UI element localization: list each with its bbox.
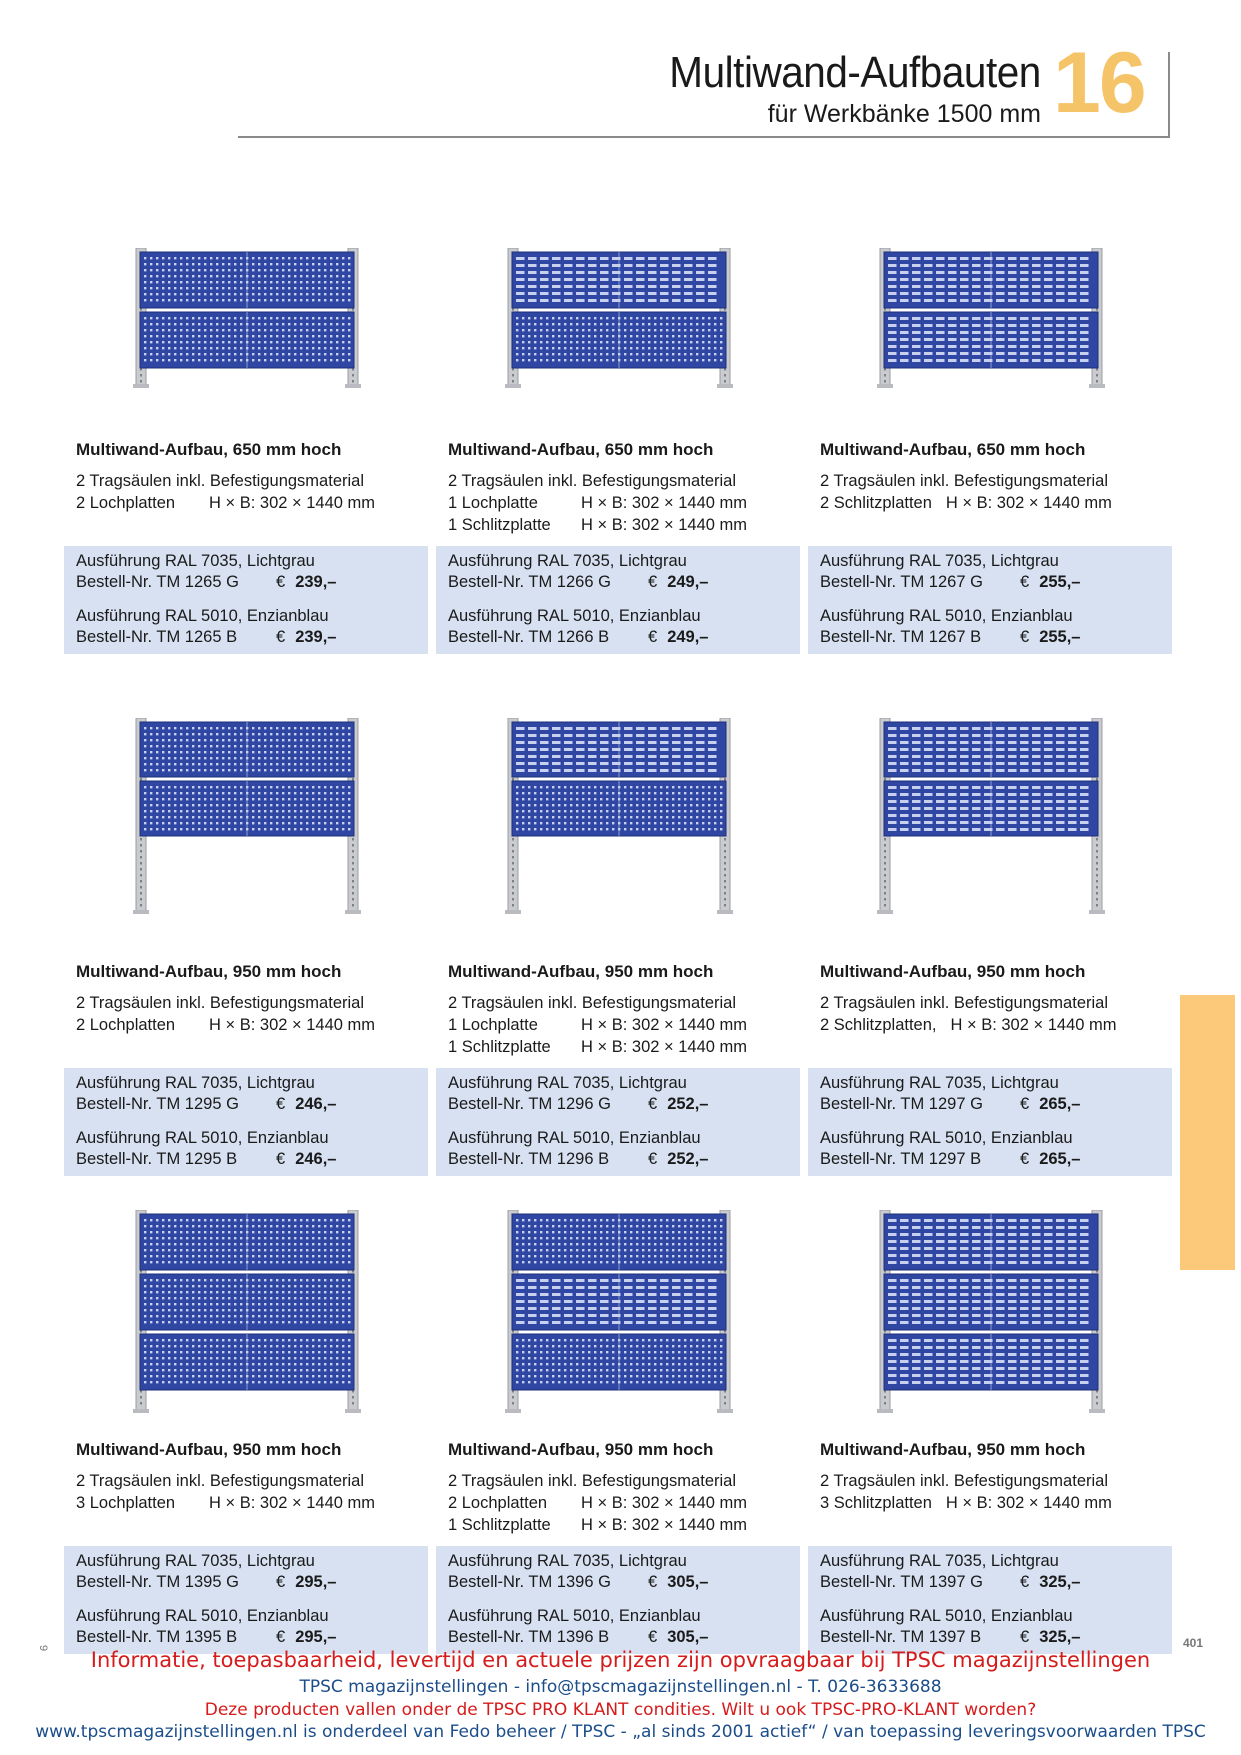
price-box — [808, 1546, 1172, 1654]
louvred-panel — [884, 781, 1098, 836]
louvred-panel — [884, 1334, 1098, 1390]
price — [1020, 1150, 1080, 1168]
variant-order-row — [76, 1095, 336, 1114]
order-number: Bestell-Nr. TM 1397 G — [820, 1573, 983, 1591]
price — [648, 573, 708, 591]
spec-dimensions: H × B: 302 × 1440 mm — [945, 1494, 1112, 1512]
spec-dimensions: H × B: 302 × 1440 mm — [581, 1494, 748, 1512]
spec-name: 2 Tragsäulen inkl. Befestigungsmaterial — [820, 994, 1108, 1012]
footer-website-line[interactable]: www.tpscmagazijnstellingen.nl is onderdeel van Fedo beheer / TPSC - „al sinds 2001 actief“ / van toepassing leveringsvoorwaarden TPSC — [35, 1722, 1206, 1742]
variant-color: Ausführung RAL 5010, Enzianblau — [448, 607, 701, 625]
order-number: Bestell-Nr. TM 1267 G — [820, 573, 983, 591]
variant-order-row — [820, 628, 1080, 647]
page-subtitle: für Werkbänke 1500 mm — [767, 100, 1041, 128]
variant-color: Ausführung RAL 7035, Lichtgrau — [76, 1074, 315, 1092]
currency-symbol: € — [648, 1150, 658, 1168]
product-image — [122, 248, 372, 390]
product-image — [494, 1210, 744, 1415]
variant-color: Ausführung RAL 7035, Lichtgrau — [820, 1552, 1059, 1570]
variant-color: Ausführung RAL 5010, Enzianblau — [448, 1607, 701, 1625]
louvred-panel — [884, 1274, 1098, 1330]
spec-line — [448, 494, 747, 516]
louvred-panel — [512, 252, 726, 308]
currency-symbol: € — [276, 1150, 286, 1168]
variant-order-row — [76, 573, 336, 592]
price-amount: 295,– — [295, 1628, 337, 1646]
price-amount: 249,– — [667, 628, 709, 646]
price-box — [436, 546, 800, 654]
product-image — [122, 718, 372, 916]
product-title: Multiwand-Aufbau, 650 mm hoch — [820, 440, 1086, 459]
product-title: Multiwand-Aufbau, 650 mm hoch — [448, 440, 714, 459]
price-amount: 305,– — [667, 1628, 709, 1646]
spec-dimensions: H × B: 302 × 1440 mm — [209, 1016, 376, 1034]
variant-order-row — [76, 628, 336, 647]
price-amount: 255,– — [1039, 573, 1081, 591]
spec-line — [820, 1016, 1117, 1038]
price-box — [64, 1068, 428, 1176]
spec-line — [448, 994, 736, 1016]
variant-order-row — [820, 1150, 1080, 1169]
variant-color: Ausführung RAL 7035, Lichtgrau — [448, 552, 687, 570]
price — [648, 1150, 708, 1168]
currency-symbol: € — [1020, 1095, 1030, 1113]
price — [648, 628, 708, 646]
perforated-panel — [512, 1334, 726, 1390]
currency-symbol: € — [1020, 1573, 1030, 1591]
spec-line — [820, 494, 1112, 516]
price — [276, 573, 336, 591]
variant-order-row — [448, 1150, 708, 1169]
variant-order-row — [76, 1150, 336, 1169]
spec-line — [76, 1494, 375, 1516]
order-number: Bestell-Nr. TM 1296 G — [448, 1095, 611, 1113]
currency-symbol: € — [276, 628, 286, 646]
variant-color: Ausführung RAL 5010, Enzianblau — [820, 607, 1073, 625]
price-box — [808, 1068, 1172, 1176]
louvred-panel — [884, 1214, 1098, 1270]
price — [1020, 1095, 1080, 1113]
spec-name: 2 Schlitzplatten, — [820, 1016, 937, 1034]
spec-name: 1 Lochplatte — [448, 494, 538, 512]
price — [276, 628, 336, 646]
variant-color: Ausführung RAL 5010, Enzianblau — [820, 1607, 1073, 1625]
price-amount: 239,– — [295, 628, 337, 646]
footer-info-line: Informatie, toepasbaarheid, levertijd en actuele prijzen zijn opvraagbaar bij TPSC magazijnstellingen — [90, 1648, 1151, 1672]
spec-dimensions: H × B: 302 × 1440 mm — [209, 494, 376, 512]
spec-name: 3 Schlitzplatten — [820, 1494, 932, 1512]
spec-name: 1 Schlitzplatte — [448, 516, 551, 534]
spec-line — [448, 472, 736, 494]
price-amount: 249,– — [667, 573, 709, 591]
louvred-panel — [884, 722, 1098, 777]
louvred-panel — [512, 722, 726, 777]
currency-symbol: € — [648, 573, 658, 591]
price — [648, 1095, 708, 1113]
order-number: Bestell-Nr. TM 1397 B — [820, 1628, 982, 1646]
price — [1020, 628, 1080, 646]
spec-line — [448, 1516, 747, 1538]
header-divider — [238, 136, 1170, 138]
louvred-panel — [512, 1274, 726, 1330]
spec-name: 3 Lochplatten — [76, 1494, 176, 1512]
product-image — [122, 1210, 372, 1415]
variant-color: Ausführung RAL 5010, Enzianblau — [76, 1607, 329, 1625]
product-title: Multiwand-Aufbau, 950 mm hoch — [76, 1440, 342, 1459]
price-amount: 246,– — [295, 1150, 337, 1168]
spec-name: 2 Tragsäulen inkl. Befestigungsmaterial — [76, 994, 364, 1012]
price — [1020, 1628, 1080, 1646]
spec-name: 1 Schlitzplatte — [448, 1516, 551, 1534]
currency-symbol: € — [1020, 628, 1030, 646]
variant-order-row — [448, 1628, 708, 1647]
page-number-right: 401 — [1183, 1636, 1204, 1650]
spec-line — [76, 494, 375, 516]
price-amount: 255,– — [1039, 628, 1081, 646]
spec-line — [448, 1016, 747, 1038]
order-number: Bestell-Nr. TM 1265 B — [76, 628, 238, 646]
order-number: Bestell-Nr. TM 1265 G — [76, 573, 239, 591]
perforated-panel — [140, 722, 354, 777]
variant-color: Ausführung RAL 5010, Enzianblau — [76, 607, 329, 625]
currency-symbol: € — [1020, 1150, 1030, 1168]
currency-symbol: € — [276, 1573, 286, 1591]
currency-symbol: € — [648, 1573, 658, 1591]
product-title: Multiwand-Aufbau, 950 mm hoch — [448, 1440, 714, 1459]
variant-color: Ausführung RAL 5010, Enzianblau — [820, 1129, 1073, 1147]
price-amount: 325,– — [1039, 1628, 1081, 1646]
currency-symbol: € — [276, 1095, 286, 1113]
product-title: Multiwand-Aufbau, 950 mm hoch — [820, 962, 1086, 981]
variant-order-row — [820, 1628, 1080, 1647]
variant-order-row — [820, 573, 1080, 592]
price-amount: 295,– — [295, 1573, 337, 1591]
price-box — [436, 1068, 800, 1176]
product-image — [866, 718, 1116, 916]
price — [276, 1573, 336, 1591]
price-amount: 239,– — [295, 573, 337, 591]
currency-symbol: € — [276, 1628, 286, 1646]
price — [276, 1628, 336, 1646]
product-title: Multiwand-Aufbau, 650 mm hoch — [76, 440, 342, 459]
perforated-panel — [140, 1334, 354, 1390]
spec-dimensions: H × B: 302 × 1440 mm — [581, 516, 748, 534]
price-box — [64, 1546, 428, 1654]
order-number: Bestell-Nr. TM 1395 B — [76, 1628, 238, 1646]
order-number: Bestell-Nr. TM 1296 B — [448, 1150, 610, 1168]
variant-color: Ausführung RAL 5010, Enzianblau — [448, 1129, 701, 1147]
spec-name: 2 Lochplatten — [76, 1016, 176, 1034]
spec-line — [76, 1472, 364, 1494]
spec-name: 2 Tragsäulen inkl. Befestigungsmaterial — [448, 1472, 736, 1490]
variant-color: Ausführung RAL 7035, Lichtgrau — [448, 1074, 687, 1092]
variant-order-row — [76, 1573, 336, 1592]
page-number-left: 9 — [37, 1644, 50, 1652]
currency-symbol: € — [276, 573, 286, 591]
spec-name: 2 Tragsäulen inkl. Befestigungsmaterial — [820, 1472, 1108, 1490]
spec-name: 2 Lochplatten — [448, 1494, 548, 1512]
order-number: Bestell-Nr. TM 1295 G — [76, 1095, 239, 1113]
spec-dimensions: H × B: 302 × 1440 mm — [581, 1016, 748, 1034]
price-amount: 252,– — [667, 1095, 709, 1113]
order-number: Bestell-Nr. TM 1396 B — [448, 1628, 610, 1646]
order-number: Bestell-Nr. TM 1395 G — [76, 1573, 239, 1591]
spec-dimensions: H × B: 302 × 1440 mm — [581, 494, 748, 512]
spec-name: 1 Lochplatte — [448, 1016, 538, 1034]
perforated-panel — [140, 781, 354, 836]
variant-color: Ausführung RAL 5010, Enzianblau — [76, 1129, 329, 1147]
price — [276, 1150, 336, 1168]
variant-order-row — [448, 628, 708, 647]
perforated-panel — [140, 1274, 354, 1330]
order-number: Bestell-Nr. TM 1396 G — [448, 1573, 611, 1591]
perforated-panel — [140, 312, 354, 368]
order-number: Bestell-Nr. TM 1266 G — [448, 573, 611, 591]
variant-order-row — [820, 1573, 1080, 1592]
product-image — [494, 718, 744, 916]
variant-color: Ausführung RAL 7035, Lichtgrau — [820, 552, 1059, 570]
price-amount: 325,– — [1039, 1573, 1081, 1591]
spec-line — [448, 516, 747, 538]
spec-line — [76, 1016, 375, 1038]
price-box — [808, 546, 1172, 654]
spec-dimensions: H × B: 302 × 1440 mm — [581, 1516, 748, 1534]
variant-order-row — [820, 1095, 1080, 1114]
spec-line — [76, 994, 364, 1016]
order-number: Bestell-Nr. TM 1267 B — [820, 628, 982, 646]
chapter-side-tab — [1180, 995, 1235, 1270]
product-title: Multiwand-Aufbau, 950 mm hoch — [820, 1440, 1086, 1459]
product-image — [866, 248, 1116, 390]
variant-order-row — [448, 573, 708, 592]
order-number: Bestell-Nr. TM 1266 B — [448, 628, 610, 646]
price — [1020, 1573, 1080, 1591]
chapter-number: 16 — [1053, 35, 1145, 131]
perforated-panel — [512, 1214, 726, 1270]
spec-line — [448, 1038, 747, 1060]
spec-line — [820, 1494, 1112, 1516]
spec-line — [820, 1472, 1108, 1494]
currency-symbol: € — [648, 1628, 658, 1646]
spec-line — [448, 1472, 736, 1494]
order-number: Bestell-Nr. TM 1297 G — [820, 1095, 983, 1113]
spec-line — [820, 472, 1108, 494]
spec-name: 2 Tragsäulen inkl. Befestigungsmaterial — [448, 472, 736, 490]
price — [648, 1573, 708, 1591]
price-amount: 305,– — [667, 1573, 709, 1591]
variant-order-row — [448, 1095, 708, 1114]
spec-name: 2 Tragsäulen inkl. Befestigungsmaterial — [76, 472, 364, 490]
product-image — [494, 248, 744, 390]
variant-order-row — [448, 1573, 708, 1592]
product-image — [866, 1210, 1116, 1415]
price — [276, 1095, 336, 1113]
spec-dimensions: H × B: 302 × 1440 mm — [209, 1494, 376, 1512]
price-amount: 265,– — [1039, 1150, 1081, 1168]
spec-name: 2 Tragsäulen inkl. Befestigungsmaterial — [76, 1472, 364, 1490]
header-vertical-divider — [1168, 52, 1170, 138]
spec-line — [820, 994, 1108, 1016]
currency-symbol: € — [648, 1095, 658, 1113]
variant-color: Ausführung RAL 7035, Lichtgrau — [820, 1074, 1059, 1092]
perforated-panel — [512, 312, 726, 368]
price-box — [436, 1546, 800, 1654]
order-number: Bestell-Nr. TM 1297 B — [820, 1150, 982, 1168]
currency-symbol: € — [648, 628, 658, 646]
price-amount: 246,– — [295, 1095, 337, 1113]
price-amount: 265,– — [1039, 1095, 1081, 1113]
spec-dimensions: H × B: 302 × 1440 mm — [950, 1016, 1117, 1034]
spec-dimensions: H × B: 302 × 1440 mm — [945, 494, 1112, 512]
price — [648, 1628, 708, 1646]
currency-symbol: € — [1020, 573, 1030, 591]
footer-pro-klant-line: Deze producten vallen onder de TPSC PRO KLANT condities. Wilt u ook TPSC-PRO-KLANT worden? — [204, 1700, 1037, 1720]
footer-contact-line[interactable]: TPSC magazijnstellingen - info@tpscmagazijnstellingen.nl - T. 026-3633688 — [299, 1677, 942, 1697]
price-amount: 252,– — [667, 1150, 709, 1168]
spec-dimensions: H × B: 302 × 1440 mm — [581, 1038, 748, 1056]
variant-color: Ausführung RAL 7035, Lichtgrau — [448, 1552, 687, 1570]
order-number: Bestell-Nr. TM 1295 B — [76, 1150, 238, 1168]
spec-name: 2 Tragsäulen inkl. Befestigungsmaterial — [820, 472, 1108, 490]
spec-name: 1 Schlitzplatte — [448, 1038, 551, 1056]
perforated-panel — [140, 1214, 354, 1270]
spec-name: 2 Schlitzplatten — [820, 494, 932, 512]
variant-order-row — [76, 1628, 336, 1647]
perforated-panel — [512, 781, 726, 836]
product-title: Multiwand-Aufbau, 950 mm hoch — [76, 962, 342, 981]
product-title: Multiwand-Aufbau, 950 mm hoch — [448, 962, 714, 981]
louvred-panel — [884, 312, 1098, 368]
price — [1020, 573, 1080, 591]
variant-color: Ausführung RAL 7035, Lichtgrau — [76, 1552, 315, 1570]
spec-name: 2 Lochplatten — [76, 494, 176, 512]
price-box — [64, 546, 428, 654]
variant-color: Ausführung RAL 7035, Lichtgrau — [76, 552, 315, 570]
page-title: Multiwand-Aufbauten — [669, 48, 1041, 97]
spec-line — [76, 472, 364, 494]
spec-line — [448, 1494, 747, 1516]
perforated-panel — [140, 252, 354, 308]
louvred-panel — [884, 252, 1098, 308]
spec-name: 2 Tragsäulen inkl. Befestigungsmaterial — [448, 994, 736, 1012]
currency-symbol: € — [1020, 1628, 1030, 1646]
